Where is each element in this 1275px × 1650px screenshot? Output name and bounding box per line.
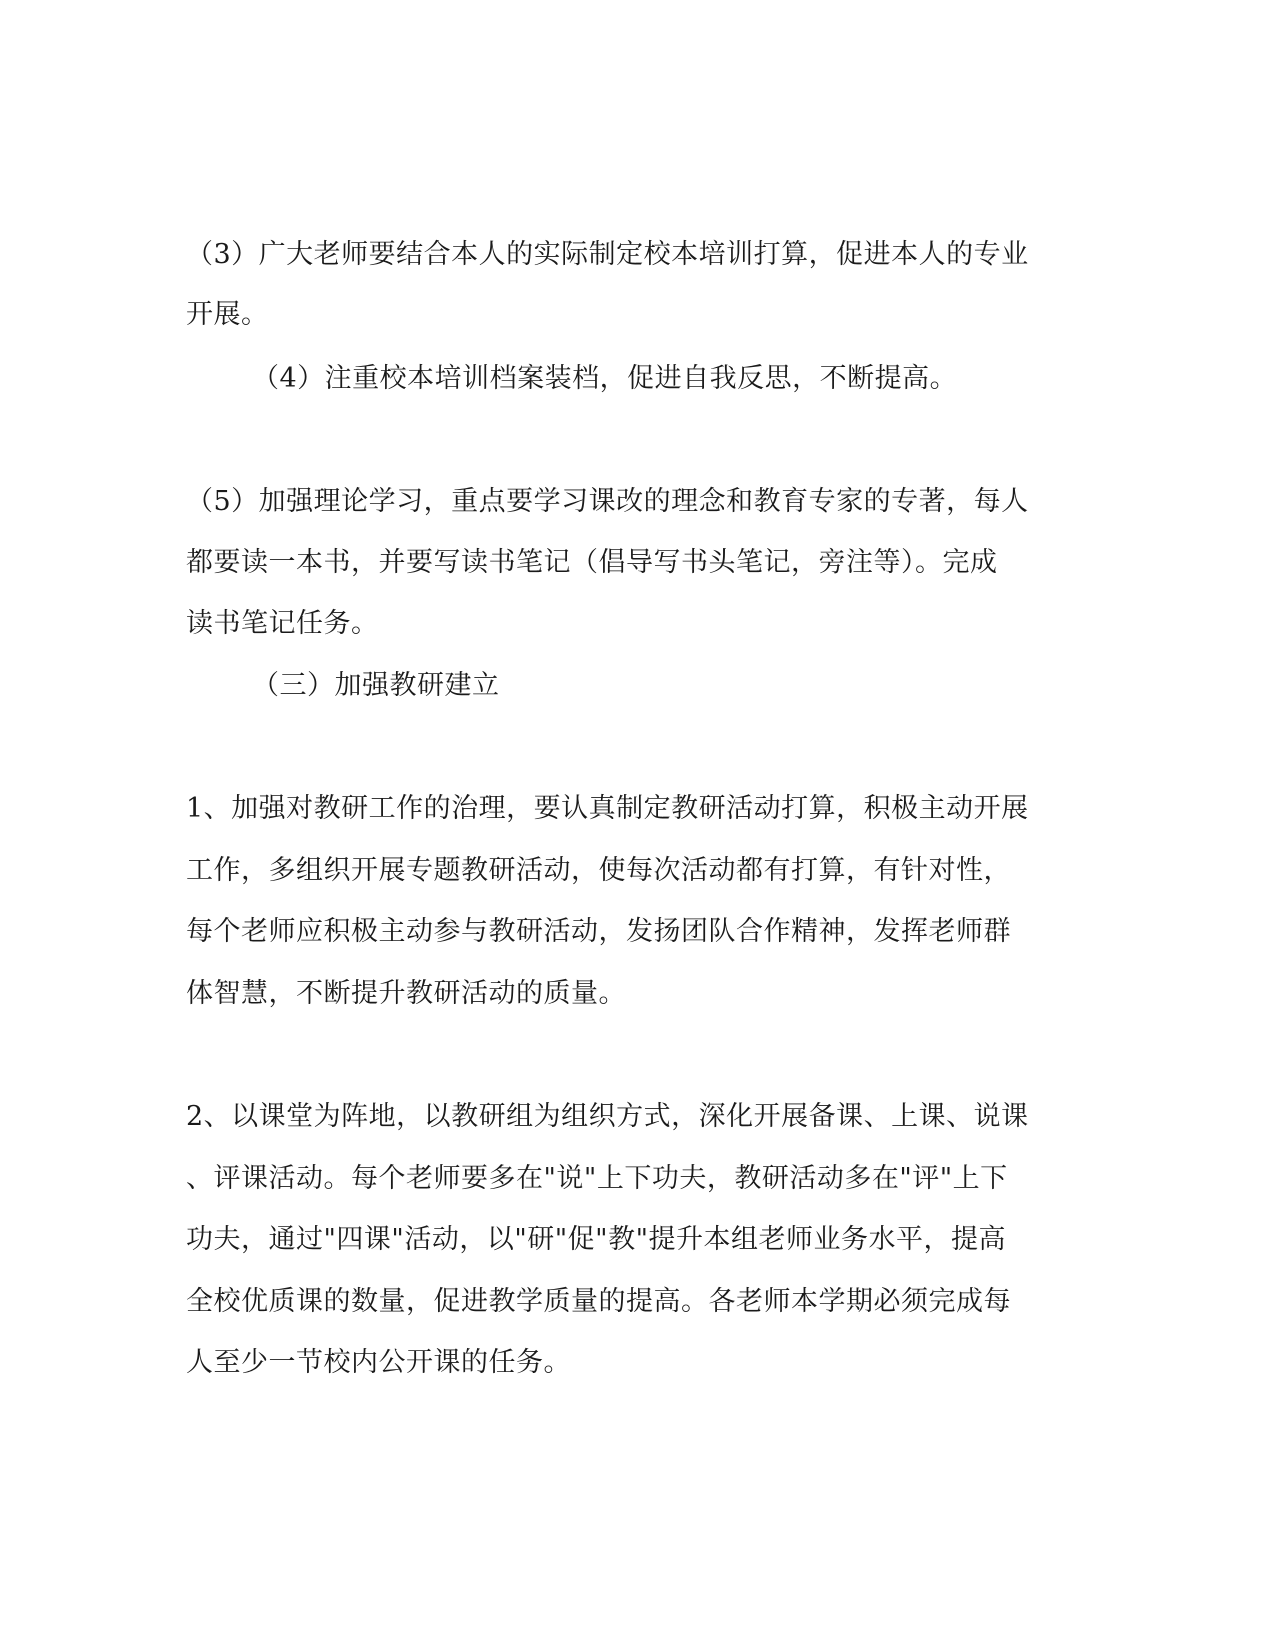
para-3-line-2: 开展。: [186, 299, 269, 330]
item-2-line-1: 2、以课堂为阵地，以教研组为组织方式，深化开展备课、上课、说课: [186, 1101, 1029, 1132]
item-1-line-4: 体智慧，不断提升教研活动的质量。: [186, 978, 626, 1009]
item-1-line-2: 工作，多组织开展专题教研活动，使每次活动都有打算，有针对性，: [186, 855, 1011, 886]
section-heading: （三）加强教研建立: [252, 670, 500, 701]
item-2-line-3: 功夫，通过"四课"活动，以"研"促"教"提升本组老师业务水平，提高: [186, 1224, 1007, 1255]
para-5-line-2: 都要读一本书，并要写读书笔记（倡导写书头笔记，旁注等）。完成: [186, 547, 998, 578]
item-1-line-3: 每个老师应积极主动参与教研活动，发扬团队合作精神，发挥老师群: [186, 916, 1011, 947]
para-5-line-3: 读书笔记任务。: [186, 608, 379, 639]
item-1-line-1: 1、加强对教研工作的治理，要认真制定教研活动打算，积极主动开展: [186, 793, 1029, 824]
para-4-line-1: （4）注重校本培训档案装档，促进自我反思，不断提高。: [252, 363, 958, 394]
para-3-line-1: （3）广大老师要结合本人的实际制定校本培训打算，促进本人的专业: [186, 239, 1029, 270]
item-2-line-5: 人至少一节校内公开课的任务。: [186, 1347, 571, 1378]
item-2-line-2: 、评课活动。每个老师要多在"说"上下功夫，教研活动多在"评"上下: [186, 1163, 1008, 1194]
item-2-line-4: 全校优质课的数量，促进教学质量的提高。各老师本学期必须完成每: [186, 1286, 1011, 1317]
para-5-line-1: （5）加强理论学习，重点要学习课改的理念和教育专家的专著，每人: [186, 486, 1029, 517]
